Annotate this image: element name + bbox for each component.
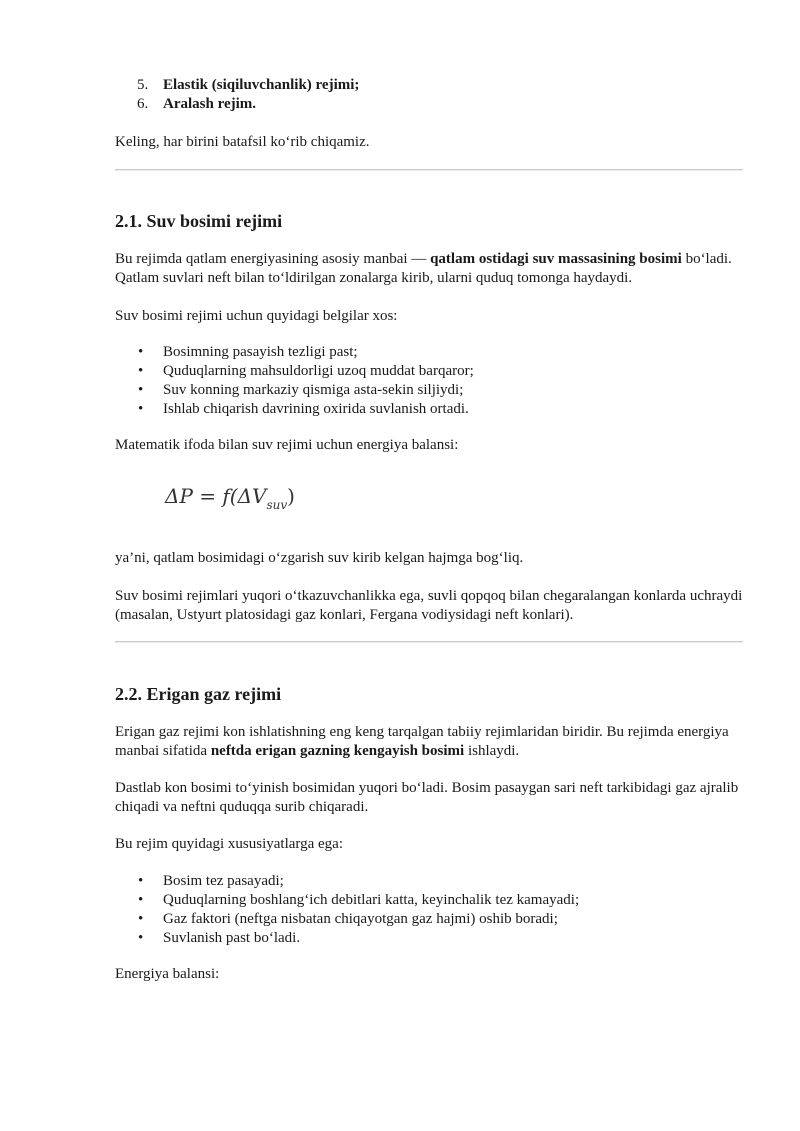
text-run: boʻladi. Qatlam suvlari neft bilan toʻldirilgan zonalarga kirib, ularni quduq tomonga haydaydi. [115, 251, 732, 286]
text-run: ishlaydi. [464, 743, 520, 759]
paragraph: Suv bosimi rejimi uchun quyidagi belgilar xos: [115, 308, 398, 324]
text-run: Erigan gaz rejimi kon ishlatishning eng keng tarqalgan tabiiy rejimlaridan biridir. Bu rejimda energiya manbai sifatida [115, 724, 729, 759]
list-item [115, 362, 745, 381]
list-item-text: Ishlab chiqarish davrining oxirida suvlanish ortadi. [163, 401, 469, 417]
paragraph: Bu rejim quyidagi xususiyatlarga ega: [115, 836, 344, 852]
paragraph: Matematik ifoda bilan suv rejimi uchun energiya balansi: [115, 437, 459, 453]
paragraph: Suv bosimi rejimlari yuqori oʻtkazuvchanlikka ega, suvli qopqoq bilan chegaralangan konlarda uchraydi (masalan, Ustyurt platosidagi gaz konlari, Fergana vodiysidagi neft konlari). [115, 588, 743, 623]
paragraph: ya’ni, qatlam bosimidagi oʻzgarish suv kirib kelgan hajmga bogʻliq. [115, 550, 524, 566]
text-run: Bu rejimda qatlam energiyasining asosiy manbai — [115, 251, 431, 267]
section-heading: 2.1. Suv bosimi rejimi [115, 211, 283, 231]
list-item [115, 95, 745, 114]
list-item-text: Bosimning pasayish tezligi past; [163, 344, 358, 360]
horizontal-rule [115, 169, 743, 171]
bullet-icon: • [138, 382, 144, 398]
bullet-list [115, 343, 745, 419]
list-number: 6. [137, 96, 149, 112]
paragraph: Dastlab kon bosimi toʻyinish bosimidan yuqori boʻladi. Bosim pasaygan sari neft tarkibidagi gaz ajralib chiqadi va neftni quduqqa surib chiqaradi. [115, 780, 739, 815]
formula-subscript: suv [266, 498, 288, 512]
math-formula [165, 484, 295, 512]
list-item-text: Quduqlarning boshlangʻich debitlari katta, keyinchalik tez kamayadi; [163, 892, 580, 908]
bullet-icon: • [138, 911, 144, 927]
list-item-text: Suvlanish past boʻladi. [163, 930, 301, 946]
horizontal-rule [115, 641, 743, 643]
list-item [115, 929, 745, 948]
paragraph [115, 723, 745, 761]
list-item [115, 343, 745, 362]
paragraph: Energiya balansi: [115, 966, 220, 982]
list-item [115, 891, 745, 910]
list-item-text: Aralash rejim. [163, 96, 257, 112]
list-item [115, 910, 745, 929]
bold-text: qatlam ostidagi suv massasining bosimi [430, 251, 682, 267]
list-item-text: Elastik (siqiluvchanlik) rejimi; [163, 77, 360, 93]
list-item [115, 76, 745, 95]
list-item-text: Quduqlarning mahsuldorligi uzoq muddat barqaror; [163, 363, 474, 379]
intro-paragraph: Keling, har birini batafsil koʻrib chiqamiz. [115, 134, 370, 150]
intro-numbered-list [115, 76, 745, 114]
list-number: 5. [137, 77, 149, 93]
bullet-icon: • [138, 363, 144, 379]
bullet-icon: • [138, 892, 144, 908]
formula-text: ΔP = f(ΔV [165, 484, 267, 508]
list-item [115, 872, 745, 891]
paragraph [115, 250, 745, 288]
list-item-text: Gaz faktori (neftga nisbatan chiqayotgan gaz hajmi) oshib boradi; [163, 911, 558, 927]
bullet-icon: • [138, 930, 144, 946]
bullet-list [115, 872, 745, 948]
bullet-icon: • [138, 344, 144, 360]
bold-text: neftda erigan gazning kengayish bosimi [210, 743, 465, 759]
list-item-text: Bosim tez pasayadi; [163, 873, 284, 889]
list-item [115, 400, 745, 419]
section-heading: 2.2. Erigan gaz rejimi [115, 684, 282, 704]
list-item [115, 381, 745, 400]
bullet-icon: • [138, 873, 144, 889]
formula-text: ) [287, 484, 295, 508]
list-item-text: Suv konning markaziy qismiga asta-sekin siljiydi; [163, 382, 464, 398]
bullet-icon: • [138, 401, 144, 417]
